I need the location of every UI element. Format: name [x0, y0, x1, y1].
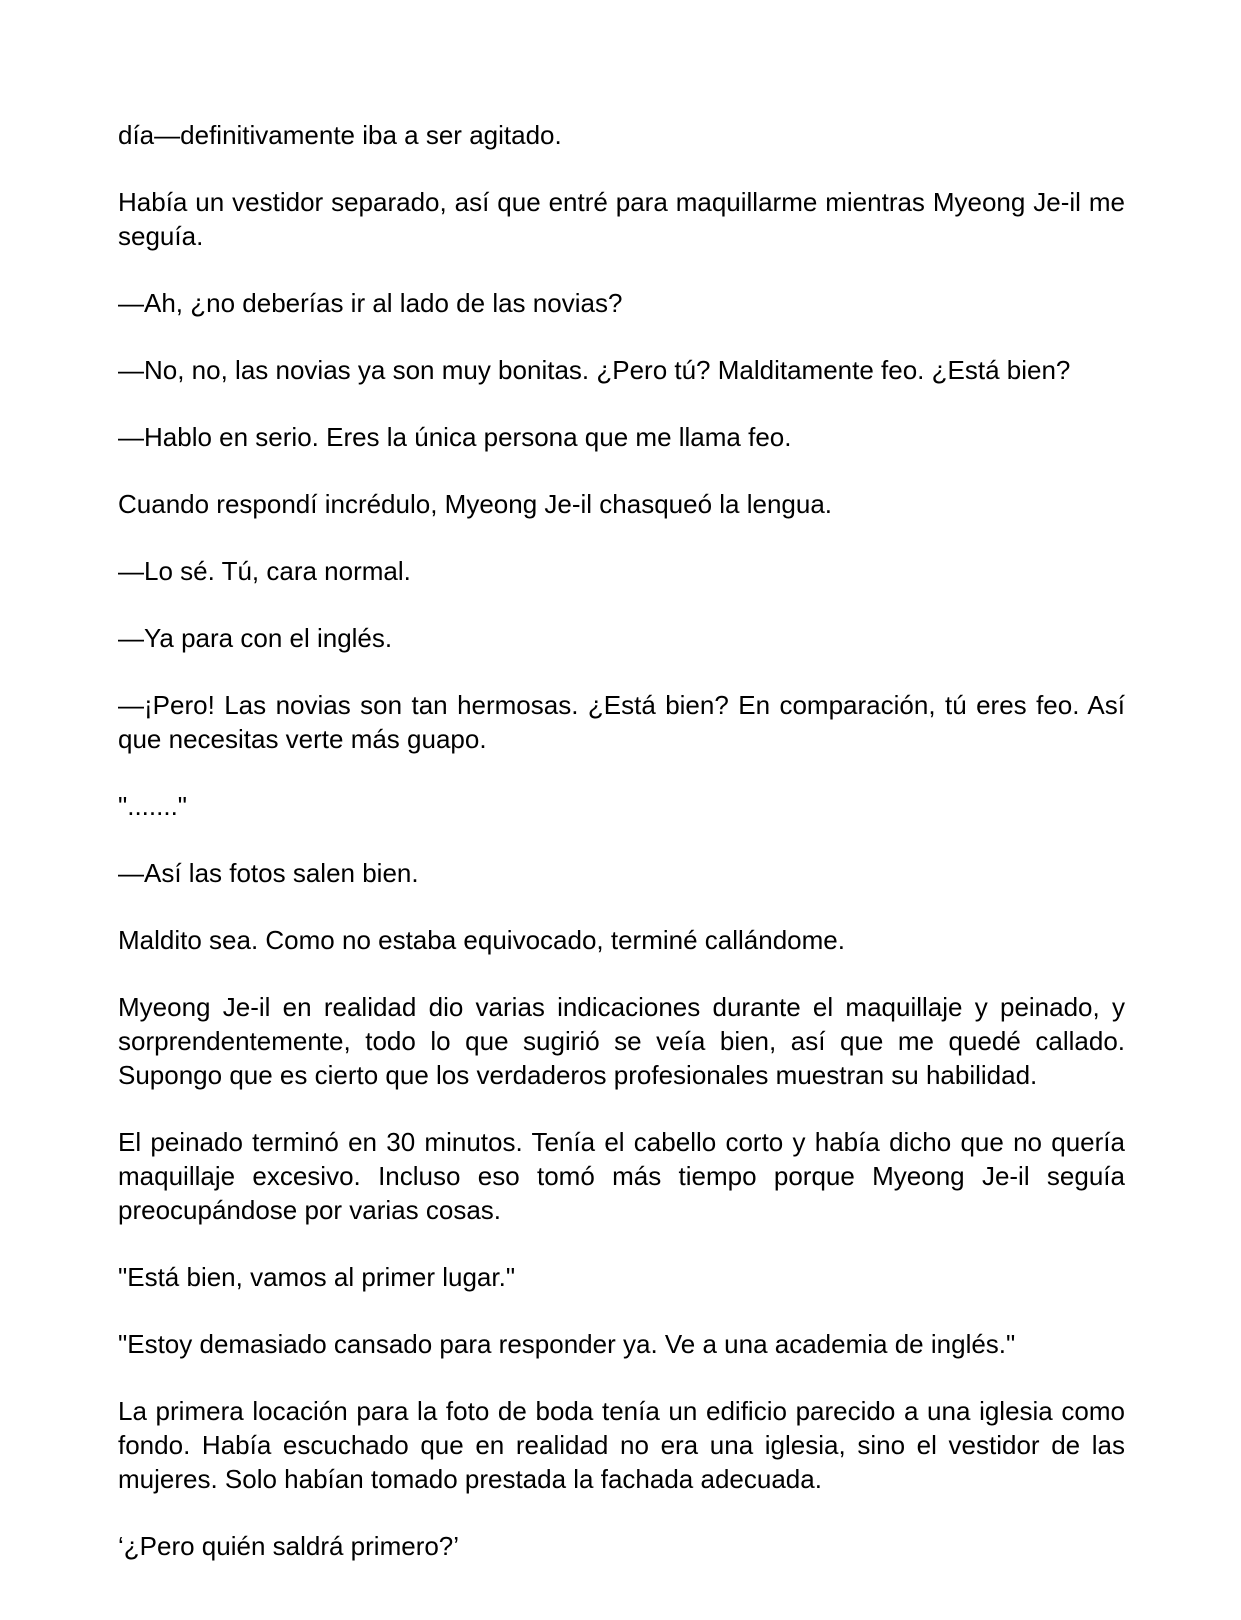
- paragraph-14: El peinado terminó en 30 minutos. Tenía el cabello corto y había dicho que no quería maquillaje excesivo. Incluso eso tomó más tiempo porque Myeong Je-il seguía preocupándose por varias cosas.: [118, 1127, 1125, 1225]
- paragraph-4: —No, no, las novias ya son muy bonitas. ¿Pero tú? Malditamente feo. ¿Está bien?: [118, 355, 1071, 385]
- paragraph-11: —Así las fotos salen bien.: [118, 858, 419, 888]
- paragraph-15: "Está bien, vamos al primer lugar.": [118, 1262, 516, 1292]
- paragraph-18: ‘¿Pero quién saldrá primero?’: [118, 1531, 460, 1561]
- document-body: [118, 118, 1125, 1596]
- paragraph-6: Cuando respondí incrédulo, Myeong Je-il chasqueó la lengua.: [118, 489, 833, 519]
- paragraph-1: día—definitivamente iba a ser agitado.: [118, 120, 562, 150]
- paragraph-9: —¡Pero! Las novias son tan hermosas. ¿Está bien? En comparación, tú eres feo. Así que necesitas verte más guapo.: [118, 690, 1125, 754]
- paragraph-3: —Ah, ¿no deberías ir al lado de las novias?: [118, 288, 623, 318]
- paragraph-5: —Hablo en serio. Eres la única persona que me llama feo.: [118, 422, 792, 452]
- paragraph-10: ".......": [118, 791, 188, 821]
- paragraph-8: —Ya para con el inglés.: [118, 623, 393, 653]
- paragraph-16: "Estoy demasiado cansado para responder ya. Ve a una academia de inglés.": [118, 1329, 1016, 1359]
- paragraph-2: Había un vestidor separado, así que entré para maquillarme mientras Myeong Je-il me seguía.: [118, 187, 1125, 251]
- paragraph-13: Myeong Je-il en realidad dio varias indicaciones durante el maquillaje y peinado, y sorprendentemente, todo lo que sugirió se veía bien, así que me quedé callado. Supongo que es cierto que los verdaderos profesionales muestran su habilidad.: [118, 992, 1125, 1090]
- paragraph-7: —Lo sé. Tú, cara normal.: [118, 556, 411, 586]
- paragraph-17: La primera locación para la foto de boda tenía un edificio parecido a una iglesia como fondo. Había escuchado que en realidad no era una iglesia, sino el vestidor de las mujeres. Solo habían tomado prestada la fachada adecuada.: [118, 1396, 1125, 1494]
- paragraph-12: Maldito sea. Como no estaba equivocado, terminé callándome.: [118, 925, 845, 955]
